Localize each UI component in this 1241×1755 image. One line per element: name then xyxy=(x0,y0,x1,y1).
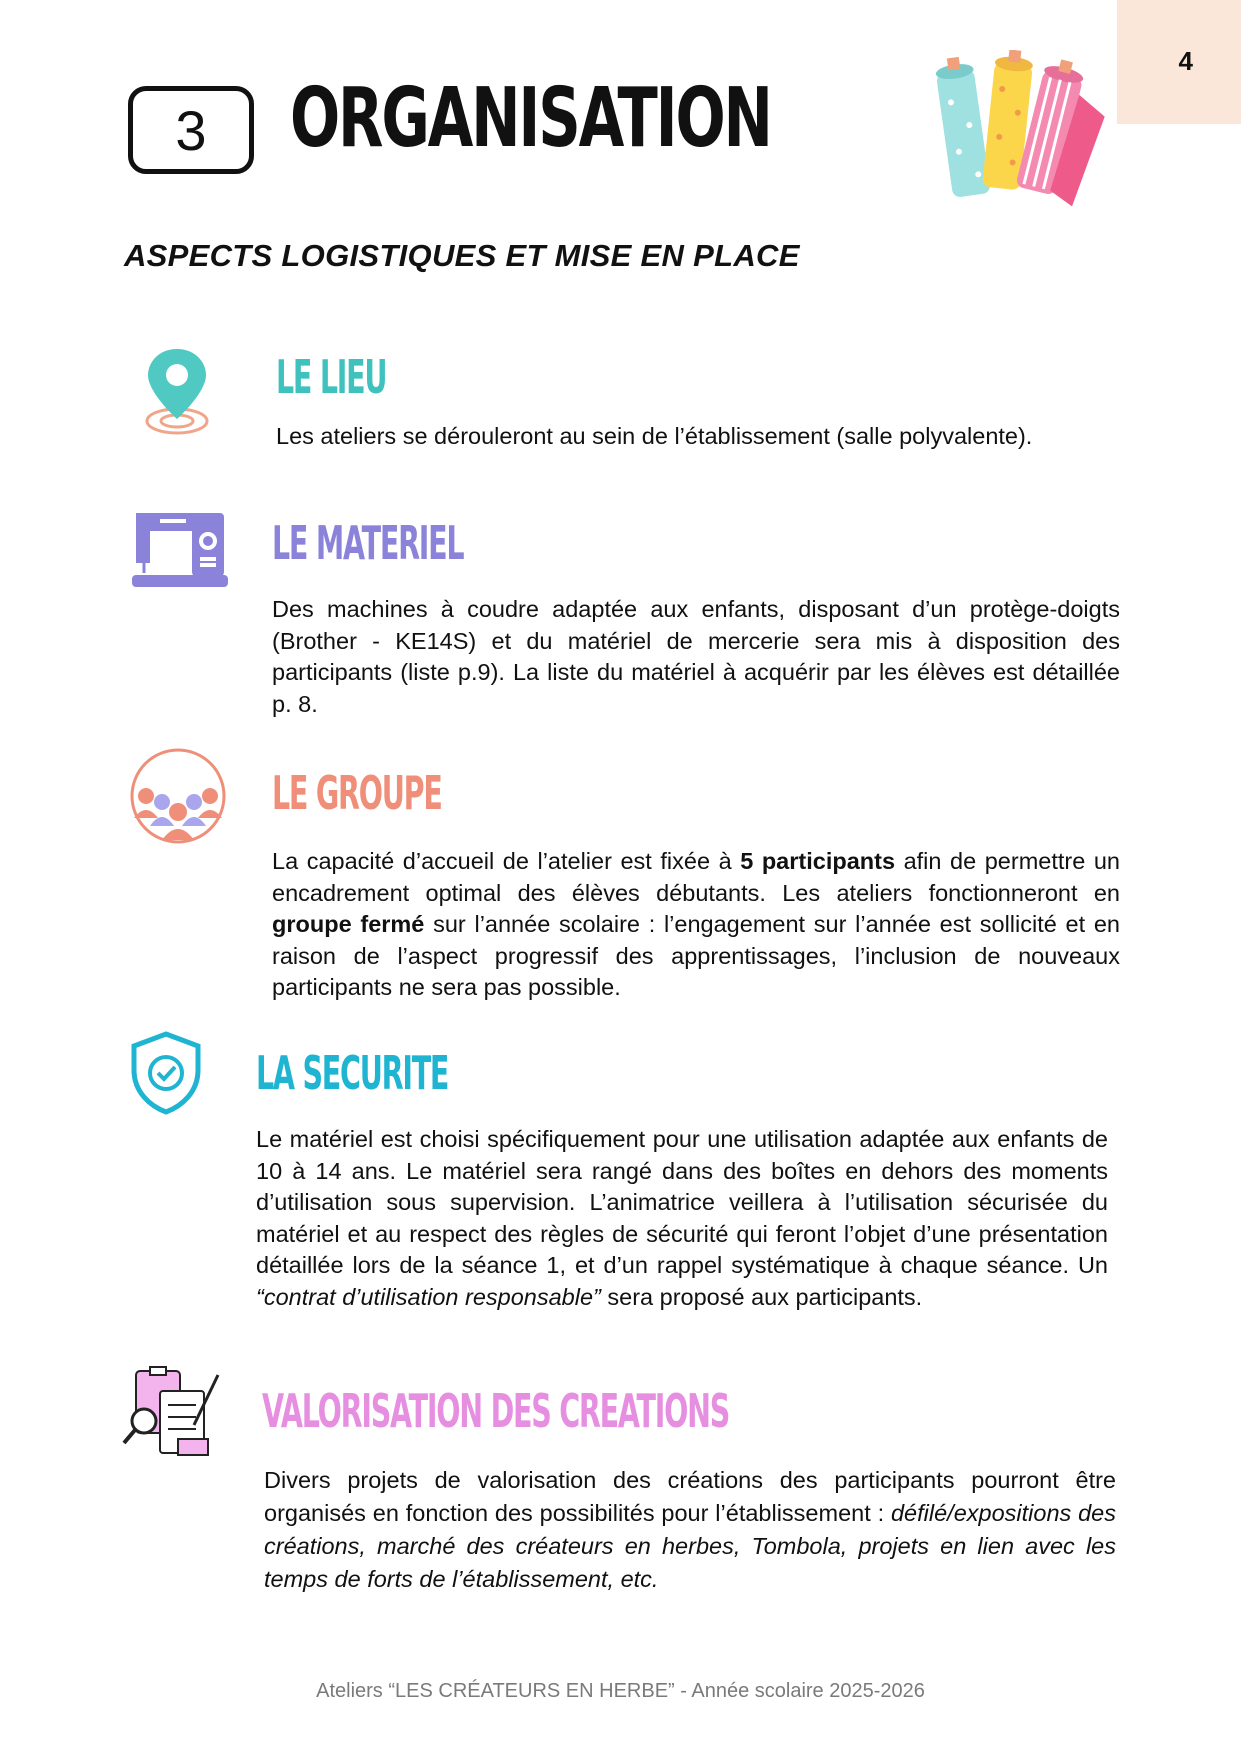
page-footer: Ateliers “LES CRÉATEURS EN HERBE” - Année scolaire 2025-2026 xyxy=(316,1680,925,1702)
groupe-closed-highlight: groupe fermé xyxy=(272,911,425,937)
section-text-lieu: Les ateliers se dérouleront au sein de l’établissement (salle polyvalente). xyxy=(276,423,1033,449)
section-text-groupe xyxy=(272,846,1120,1004)
section-title-securite: LA SECURITE xyxy=(256,1046,449,1100)
chapter-number: 3 xyxy=(175,98,207,162)
section-text-valorisation xyxy=(264,1464,1116,1596)
valorisation-text-part: Divers projets de valorisation des créations des participants pourront être organisés en fonction des possibilités pour l’établissement : xyxy=(264,1467,1116,1526)
chapter-number-box xyxy=(128,86,254,174)
groupe-text-part: La capacité d’accueil de l’atelier est fixée à xyxy=(272,848,741,874)
valorisation-examples-emphasis: défilé/expositions des créations, marché des créateurs en herbes, Tombola, projets en lien avec les temps de forts de l’établissement, etc. xyxy=(264,1500,1117,1592)
groupe-text-part: afin de permettre un encadrement optimal des élèves débutants. Les ateliers fonctionneront en xyxy=(272,848,1120,906)
section-subtitle: ASPECTS LOGISTIQUES ET MISE EN PLACE xyxy=(124,238,800,273)
section-title-valorisation: VALORISATION DES CREATIONS xyxy=(262,1384,730,1438)
chapter-title: ORGANISATION xyxy=(290,71,771,166)
section-text-securite xyxy=(256,1124,1108,1313)
section-text-materiel: Des machines à coudre adaptée aux enfants, disposant d’un protège-doigts (Brother - KE14S) et du matériel de mercerie sera mis à disposition des participants (liste p.9). La liste du matériel à acquérir par les élèves est détaillée p. 8. xyxy=(272,596,1120,717)
groupe-capacity-highlight: 5 participants xyxy=(740,848,896,874)
page-number: 4 xyxy=(1178,46,1193,76)
section-title-groupe: LE GROUPE xyxy=(272,766,442,820)
location-pin-icon xyxy=(140,345,214,437)
securite-text-part: Le matériel est choisi spécifiquement pour une utilisation adaptée aux enfants de 10 à 14 ans. Le matériel sera rangé dans des boîtes en dehors des moments d’utilisation sous supervision. L’animatrice veillera à l’utilisation sécurisée du matériel et au respect des règles de sécurité qui feront l’objet d’une présentation détaillée lors de la séance 1, et d’un rappel systématique à chaque séance. Un xyxy=(256,1126,1108,1278)
fabric-rolls-illustration xyxy=(930,50,1110,210)
sewing-machine-icon xyxy=(130,505,230,590)
group-icon xyxy=(128,746,228,846)
section-title-lieu: LE LIEU xyxy=(276,350,387,404)
section-title-materiel: LE MATERIEL xyxy=(272,516,464,570)
securite-contract-emphasis: “contrat d’utilisation responsable” xyxy=(256,1283,601,1310)
groupe-text-part: sur l’année scolaire : l’engagement sur l’année est sollicité et en raison de l’aspect progressif des apprentissages, l’inclusion de nouveaux participants ne sera pas possible. xyxy=(272,911,1121,1000)
clipboard-checklist-icon xyxy=(120,1365,224,1461)
securite-text-part: sera proposé aux participants. xyxy=(600,1283,923,1310)
shield-check-icon xyxy=(128,1030,204,1116)
